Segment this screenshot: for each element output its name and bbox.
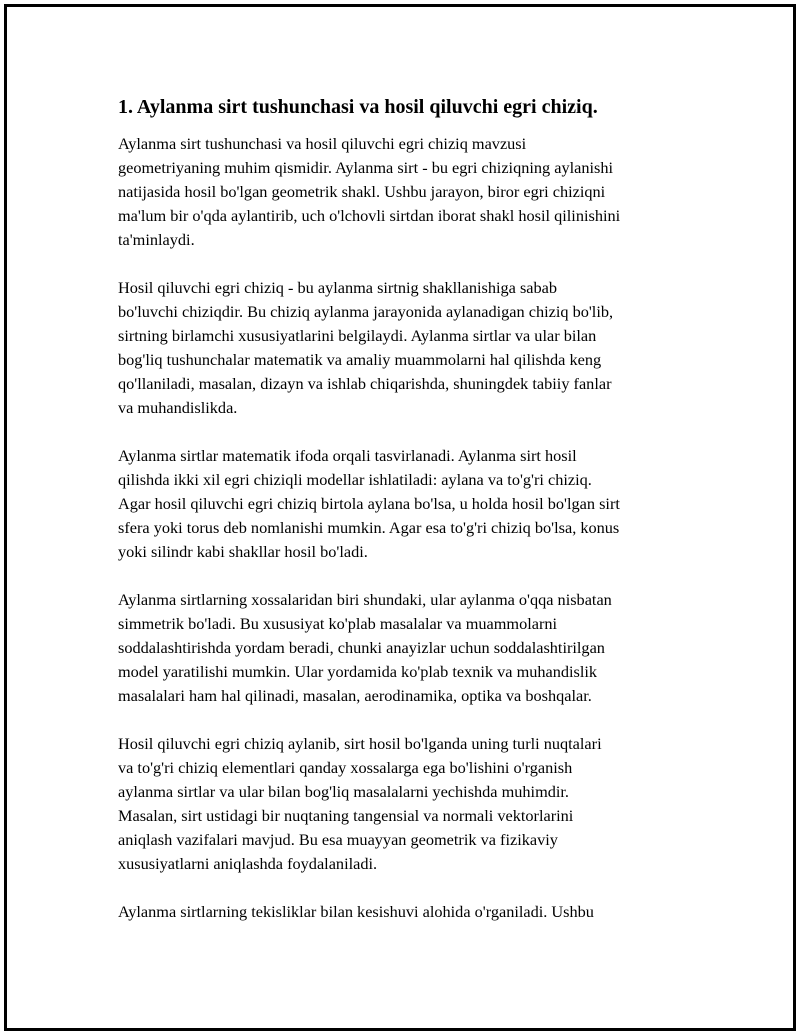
text-line: masalalari ham hal qilinadi, masalan, aerodinamika, optika va boshqalar.: [118, 686, 592, 705]
text-line: ma'lum bir o'qda aylantirib, uch o'lchovli sirtdan iborat shakl hosil qilinishini: [118, 206, 621, 225]
paragraph-5: [118, 732, 688, 876]
text-line: va muhandislikda.: [118, 398, 238, 417]
text-line: aylanma sirtlar va ular bilan bog'liq masalalarni yechishda muhimdir.: [118, 782, 569, 801]
paragraph-1: [118, 132, 688, 252]
text-line: Aylanma sirtlar matematik ifoda orqali tasvirlanadi. Aylanma sirt hosil: [118, 446, 577, 465]
text-line: bog'liq tushunchalar matematik va amaliy muammolarni hal qilishda keng: [118, 350, 602, 369]
text-line: Aylanma sirtlarning tekisliklar bilan kesishuvi alohida o'rganiladi. Ushbu: [118, 902, 594, 921]
paragraph-3: [118, 444, 688, 564]
text-line: ta'minlaydi.: [118, 230, 195, 249]
text-line: model yaratilishi mumkin. Ular yordamida ko'plab texnik va muhandislik: [118, 662, 598, 681]
text-line: sfera yoki torus deb nomlanishi mumkin. Agar esa to'g'ri chiziq bo'lsa, konus: [118, 518, 620, 537]
paragraph-4: [118, 588, 688, 708]
paragraph-6: [118, 900, 688, 924]
text-line: Aylanma sirt tushunchasi va hosil qiluvchi egri chiziq mavzusi: [118, 134, 527, 153]
text-line: soddalashtirishda yordam beradi, chunki anayizlar uchun soddalashtirilgan: [118, 638, 605, 657]
text-line: aniqlash vazifalari mavjud. Bu esa muayyan geometrik va fizikaviy: [118, 830, 558, 849]
paragraph-2: [118, 276, 688, 420]
text-line: Hosil qiluvchi egri chiziq aylanib, sirt hosil bo'lganda uning turli nuqtalari: [118, 734, 602, 753]
text-line: va to'g'ri chiziq elementlari qanday xossalarga ega bo'lishini o'rganish: [118, 758, 573, 777]
text-line: Aylanma sirtlarning xossalaridan biri shundaki, ular aylanma o'qqa nisbatan: [118, 590, 612, 609]
text-line: bo'luvchi chiziqdir. Bu chiziq aylanma jarayonida aylanadigan chiziq bo'lib,: [118, 302, 614, 321]
text-line: simmetrik bo'ladi. Bu xususiyat ko'plab masalalar va muammolarni: [118, 614, 558, 633]
document-title: 1. Aylanma sirt tushunchasi va hosil qiluvchi egri chiziq.: [118, 96, 598, 118]
document-body: [118, 94, 688, 948]
text-line: qo'llaniladi, masalan, dizayn va ishlab chiqarishda, shuningdek tabiiy fanlar: [118, 374, 612, 393]
text-line: sirtning birlamchi xususiyatlarini belgilaydi. Aylanma sirtlar va ular bilan: [118, 326, 597, 345]
text-line: xususiyatlarni aniqlashda foydalaniladi.: [118, 854, 378, 873]
text-line: Agar hosil qiluvchi egri chiziq birtola aylana bo'lsa, u holda hosil bo'lgan sirt: [118, 494, 620, 513]
text-line: natijasida hosil bo'lgan geometrik shakl. Ushbu jarayon, biror egri chiziqni: [118, 182, 606, 201]
text-line: Masalan, sirt ustidagi bir nuqtaning tangensial va normali vektorlarini: [118, 806, 574, 825]
text-line: Hosil qiluvchi egri chiziq - bu aylanma sirtnig shakllanishiga sabab: [118, 278, 558, 297]
text-line: qilishda ikki xil egri chiziqli modellar ishlatiladi: aylana va to'g'ri chiziq.: [118, 470, 592, 489]
text-line: geometriyaning muhim qismidir. Aylanma sirt - bu egri chiziqning aylanishi: [118, 158, 614, 177]
text-line: yoki silindr kabi shakllar hosil bo'ladi.: [118, 542, 368, 561]
